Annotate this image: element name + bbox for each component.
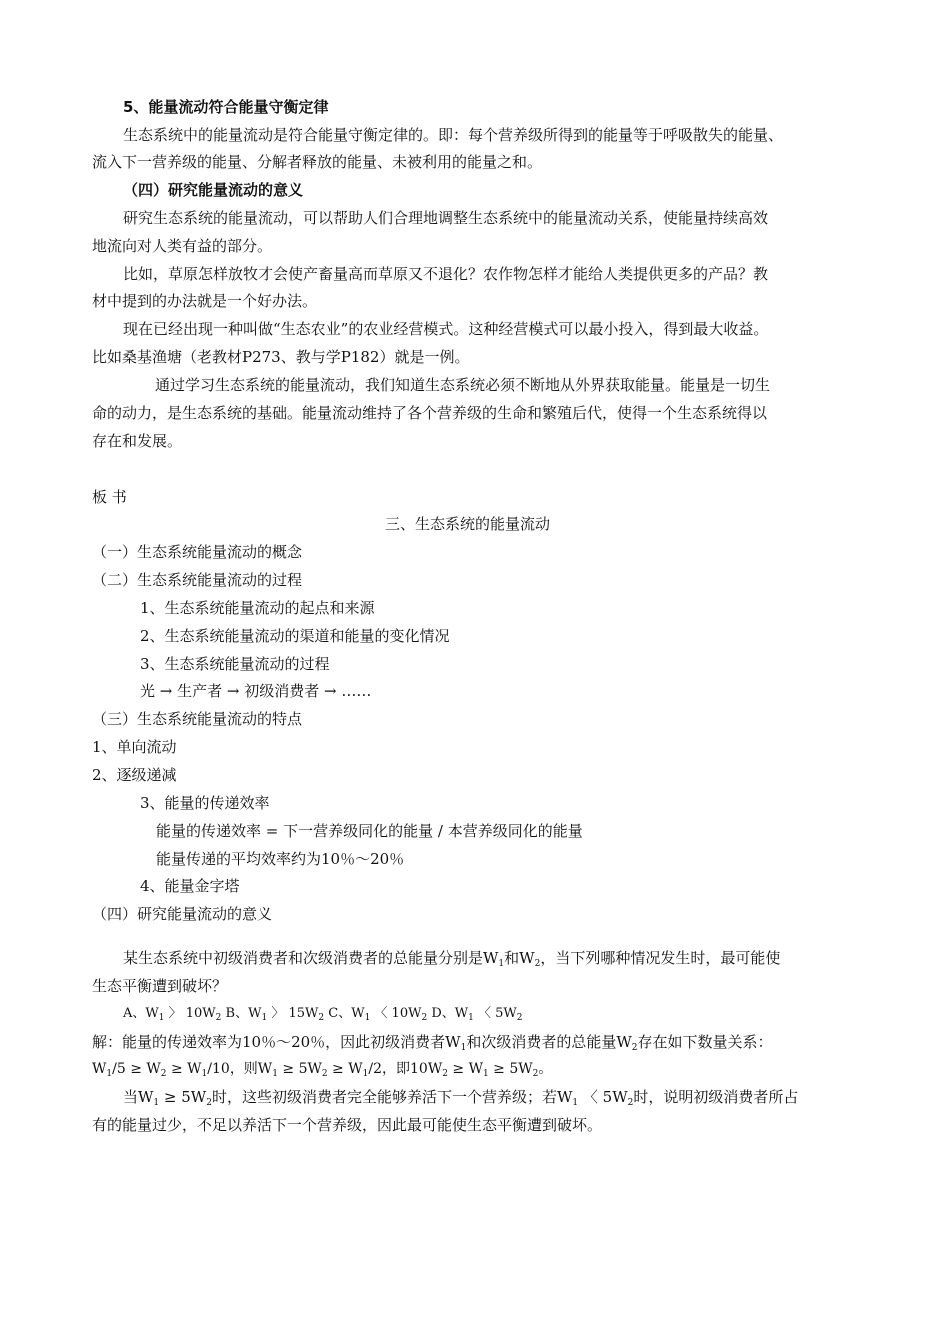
paragraph-line: 比如桑基渔塘（老教材P273、教与学P182）就是一例。 (92, 348, 470, 366)
outline-subitem: 3、生态系统能量流动的过程 (140, 655, 330, 673)
formula-line: 能量传递的平均效率约为10％～20％ (156, 850, 405, 868)
outline-subitem: 4、能量金字塔 (140, 877, 240, 895)
question-options: A、$W_1$ 〉 $10W_2$ B、$W_1$ 〉 $15W_2$ C、$W_1$ 〈 $10W_2$ D、$W_1$ 〈 $5W_2$ (123, 1006, 523, 1023)
formula-line: 能量的传递效率 = 下一营养级同化的能量 / 本营养级同化的能量 (156, 822, 583, 840)
outline-subitem: 3、能量的传递效率 (140, 794, 270, 812)
solution-line: 有的能量过少，不足以养活下一个营养级，因此最可能使生态平衡遭到破坏。 (92, 1116, 603, 1134)
board-label: 板 书 (92, 488, 127, 506)
paragraph-line: 生态系统中的能量流动是符合能量守衡定律的。即：每个营养级所得到的能量等于呼吸散失的能量、 (123, 126, 784, 144)
solution-line: 解：能量的传递效率为10％～20％，因此初级消费者$W_1$和次级消费者的总能量$W_2$存在如下数量关系： (92, 1033, 773, 1053)
solution-line: $W_1/5 \ge W_2 \ge W_1/10$，则$W_1 \ge 5W_2 \ge W_1/2$，即$10W_2 \ge W_1 \ge 5W_2$。 (92, 1061, 553, 1079)
paragraph-line: 材中提到的办法就是一个好办法。 (92, 292, 318, 310)
section5-heading: 5、能量流动符合能量守衡定律 (123, 98, 329, 116)
outline-subitem: 2、逐级递减 (92, 766, 177, 784)
outline-item: （一）生态系统能量流动的概念 (92, 543, 303, 561)
outline-item: （二）生态系统能量流动的过程 (92, 571, 303, 589)
outline-subitem: 1、生态系统能量流动的起点和来源 (140, 599, 375, 617)
outline-subitem: 1、单向流动 (92, 738, 177, 756)
section4-heading: （四）研究能量流动的意义 (123, 181, 304, 199)
board-title: 三、生态系统的能量流动 (385, 515, 551, 533)
outline-item: （四）研究能量流动的意义 (92, 905, 273, 923)
question-line: 某生态系统中初级消费者和次级消费者的总能量分别是$W_1$和$W_2$，当下列哪种情况发生时，最可能使 (123, 949, 781, 969)
paragraph-line: 通过学习生态系统的能量流动，我们知道生态系统必须不断地从外界获取能量。能量是一切生 (155, 376, 771, 394)
solution-line: 当$W_1 \ge 5W_2$时，这些初级消费者完全能够养活下一个营养级；若$W_1$ 〈 $5W_2$时，说明初级消费者所占 (123, 1088, 799, 1108)
outline-item: （三）生态系统能量流动的特点 (92, 710, 303, 728)
paragraph-line: 地流向对人类有益的部分。 (92, 237, 273, 255)
energy-chain: 光 → 生产者 → 初级消费者 → …… (140, 682, 372, 700)
paragraph-line: 比如，草原怎样放牧才会使产畜量高而草原又不退化？农作物怎样才能给人类提供更多的产品？教 (123, 265, 769, 283)
paragraph-line: 命的动力，是生态系统的基础。能量流动维持了各个营养级的生命和繁殖后代，使得一个生态系统得以 (92, 404, 768, 422)
paragraph-line: 存在和发展。 (92, 432, 183, 450)
outline-subitem: 2、生态系统能量流动的渠道和能量的变化情况 (140, 627, 450, 645)
paragraph-line: 研究生态系统的能量流动，可以帮助人们合理地调整生态系统中的能量流动关系，使能量持续高效 (123, 209, 769, 227)
paragraph-line: 现在已经出现一种叫做“生态农业”的农业经营模式。这种经营模式可以最小投入，得到最大收益。 (123, 320, 769, 338)
question-line: 生态平衡遭到破坏？ (92, 977, 228, 995)
paragraph-line: 流入下一营养级的能量、分解者释放的能量、未被利用的能量之和。 (92, 153, 543, 171)
